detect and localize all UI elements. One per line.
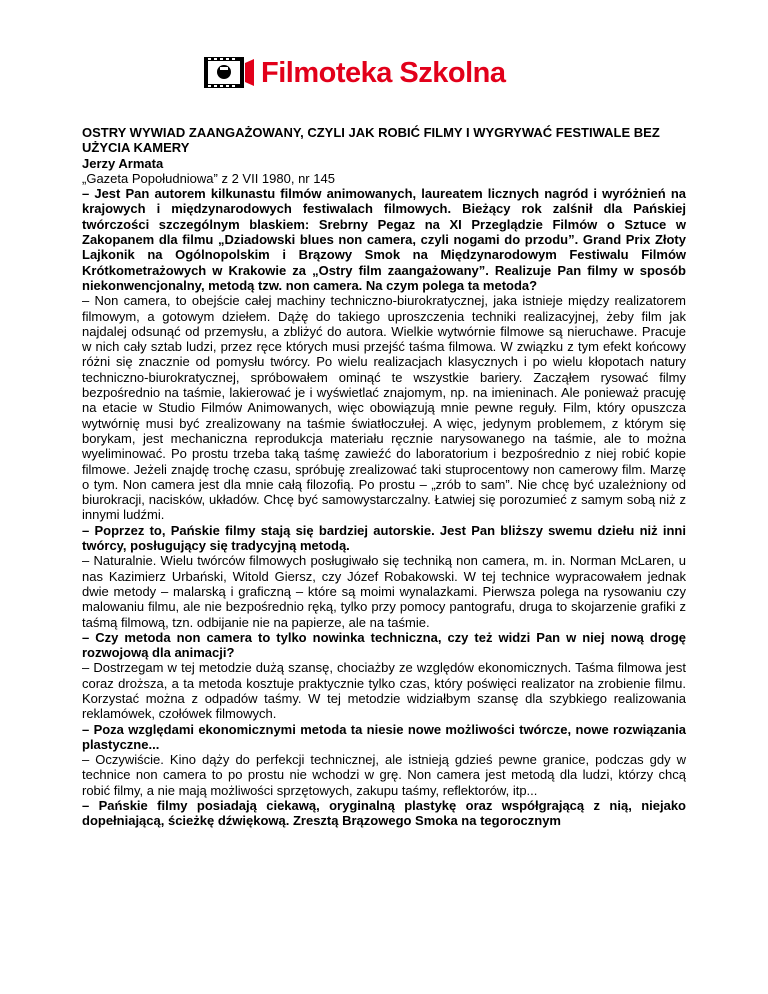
brand-name: Filmoteka Szkolna [261, 57, 506, 89]
interview-question: – Poprzez to, Pańskie filmy stają się bardziej autorskie. Jest Pan bliższy swemu dziełu niż inni twórcy, posługujący się tradycyjną metodą. [82, 522, 686, 554]
article [82, 125, 686, 829]
article-source: „Gazeta Popołudniowa” z 2 VII 1980, nr 145 [82, 170, 335, 186]
article-body [82, 186, 686, 828]
article-title: OSTRY WYWIAD ZAANGAŻOWANY, CZYLI JAK ROBIĆ FILMY I WYGRYWAĆ FESTIWALE BEZ UŻYCIA KAMERY [82, 125, 660, 156]
interview-question: – Jest Pan autorem kilkunastu filmów animowanych, laureatem licznych nagród i wyróżnień na krajowych i międzynarodowych festiwalach filmowych. Bieżący rok zalśnił dla Pańskiej twórczości szczególnym blaskiem: Srebrny Pegaz na XI Przeglądzie Filmów o Sztuce w Zakopanem dla filmu „Dziadowski blues non camera, czyli nogami do przodu”. Grand Prix Złoty Lajkonik na Ogólnopolskim i Brązowy Smok na Międzynarodowym Festiwalu Filmów Krótkometrażowych w Krakowie za „Ostry film zaangażowany”. Realizuje Pan filmy w sposób niekonwencjonalny, metodą tzw. non camera. Na czym polega ta metoda? [82, 186, 686, 293]
interview-question: – Poza względami ekonomicznymi metoda ta niesie nowe możliwości twórcze, nowe rozwiązania plastyczne... [82, 721, 686, 752]
interview-answer: – Oczywiście. Kino dąży do perfekcji technicznej, ale istnieją gdzieś pewne granice, podczas gdy w technice non camera to po prostu nie wchodzi w grę. Non camera jest metodą dla ludzi, którzy chcą robić filmy, a nie mają możliwości sprzętowych, zakupu taśmy, reflektorów, itp... [82, 752, 686, 798]
article-author: Jerzy Armata [82, 155, 164, 171]
interview-answer: – Non camera, to obejście całej machiny techniczno-biurokratycznej, jaka istnieje między realizatorem filmowym, a gotowym dziełem. Dążę do takiego uproszczenia techniki realizacyjnej, żeby film jak najdalej odsunąć od przemysłu, a zbliżyć do autora. Wielkie wytwórnie filmowe są nieruchawe. Pracuje w nich cały sztab ludzi, przez ręce których musi przejść taśma filmowa. W związku z tym efekt końcowy różni się znacznie od pomysłu twórcy. Po wielu realizacjach klasycznych i po wielu kłopotach natury techniczno-biurokratycznej, spróbowałem ominąć te wszystkie bariery. Zacząłem rysować filmy bezpośrednio na taśmie, lakierować je i wyświetlać znajomym, np. na imieninach. Ale ponieważ pracuję na etacie w Studio Filmów Animowanych, więc obowiązują mnie pewne reguły. Film, który opuszcza wytwórnię musi być zrealizowany na taśmie światłoczułej. A więc, jedynym problemem, z którym się borykam, jest mechaniczna reprodukcja materiału ręcznie narysowanego na taśmie, ale to można wyeliminować. Po prostu trzeba taką taśmę zawieźć do laboratorium i bezpośrednio z niej robić kopie filmowe. Jeżeli znajdę trochę czasu, spróbuję zrealizować taki stuprocentowy non camerowy film. Marzę o tym. Non camera jest dla mnie całą filozofią. Po prostu – „zrób to sam”. Nie chcę być uzależniony od biurokracji, nacisków, układów. Chcę być samowystarczalny. Łatwiej się porozumieć z samym sobą niż z innymi ludźmi. [82, 293, 686, 523]
interview-answer: – Naturalnie. Wielu twórców filmowych posługiwało się techniką non camera, m. in. Norman McLaren, u nas Kazimierz Urbański, Witold Giersz, czy Józef Robakowski. W tej technice wypracowałem jednak dwie metody – malarską i graficzną – które są moimi wynalazkami. Pierwsza polega na rysowaniu czy malowaniu filmu, ale nie bezpośrednio ręką, tylko przy pomocy pantografu, druga to skojarzenie grafiki z taśmą filmową, tzn. odbijanie nie na papierze, ale na taśmie. [82, 553, 686, 630]
brand-logo [203, 55, 506, 91]
interview-question: – Czy metoda non camera to tylko nowinka techniczna, czy też widzi Pan w niej nową drogę rozwojową dla animacji? [82, 629, 686, 661]
interview-question: – Pańskie filmy posiadają ciekawą, oryginalną plastykę oraz współgrającą z nią, niejako dopełniającą, ścieżkę dźwiękową. Zresztą Brązowego Smoka na tegorocznym [82, 798, 686, 829]
film-camera-icon [203, 55, 255, 91]
interview-answer: – Dostrzegam w tej metodzie dużą szansę, chociażby ze względów ekonomicznych. Taśma filmowa jest coraz droższa, a ta metoda kosztuje praktycznie tylko czas, który poświęci realizator na zrobienie filmu. Korzystać można z odpadów taśmy. W tej metodzie widziałbym szansę dla szybkiego realizowania reklamówek, czołówek filmowych. [82, 660, 686, 722]
